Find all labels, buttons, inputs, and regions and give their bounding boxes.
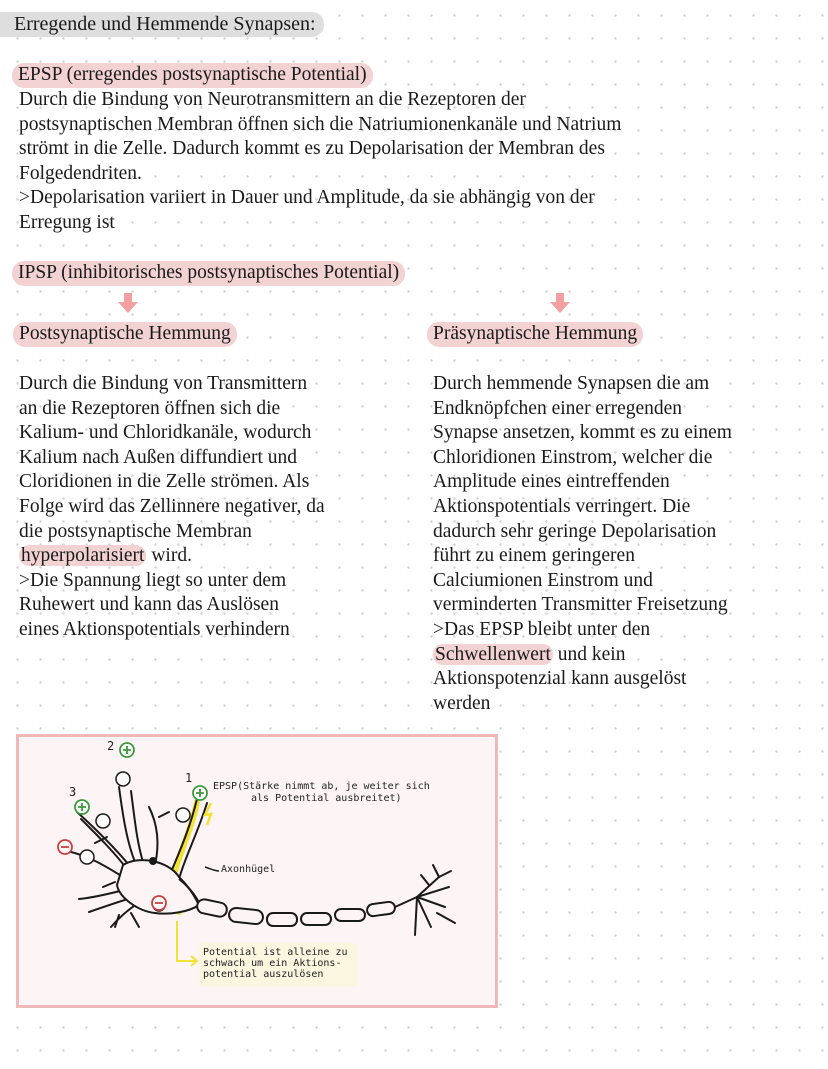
epsp-line: >Depolarisation variiert in Dauer und Amplitude, da sie abhängig von der bbox=[19, 187, 595, 209]
epsp-line: postsynaptischen Membran öffnen sich die Natriumionenkanäle und Natrium bbox=[19, 113, 622, 135]
post-line: Cloridionen in die Zelle strömen. Als bbox=[19, 471, 310, 493]
note-line: Potential ist alleine zu bbox=[203, 947, 348, 958]
epsp-line: strömt in die Zelle. Dadurch kommt es zu Depolarisation der Membran des bbox=[19, 138, 605, 160]
pre-line: werden bbox=[433, 692, 491, 714]
pre-text bbox=[433, 372, 732, 716]
pre-line bbox=[433, 643, 732, 668]
pre-line: Endknöpfchen einer erregenden bbox=[433, 397, 683, 419]
pre-line-rest: und kein bbox=[552, 643, 626, 665]
down-arrow-icon bbox=[549, 292, 571, 314]
post-line: eines Aktionspotentials verhindern bbox=[19, 618, 290, 640]
pre-line: Aktionspotentials verringert. Die bbox=[433, 495, 691, 517]
pre-line: Durch hemmende Synapsen die am bbox=[433, 373, 710, 394]
hyperpolarisiert-highlight: hyperpolarisiert bbox=[21, 545, 145, 567]
epsp-text bbox=[19, 88, 621, 236]
epsp-annotation-line: als Potential ausbreitet) bbox=[251, 793, 402, 804]
note-line: potential auszulösen bbox=[203, 969, 324, 980]
epsp-heading: EPSP (erregendes postsynaptische Potential) bbox=[12, 63, 373, 88]
post-line: Kalium- und Chloridkanäle, wodurch bbox=[19, 422, 312, 444]
synapse-number-1: 1 bbox=[185, 771, 193, 785]
pre-line: Chloridionen Einstrom, welcher die bbox=[433, 446, 713, 468]
pre-line: Aktionspotenzial kann ausgelöst bbox=[433, 668, 687, 690]
ipsp-heading: IPSP (inhibitorisches postsynaptisches Potential) bbox=[12, 261, 405, 286]
post-line: Ruhewert und kann das Auslösen bbox=[19, 594, 279, 616]
post-line: Kalium nach Außen diffundiert und bbox=[19, 446, 297, 468]
pre-line: Amplitude eines eintreffenden bbox=[433, 471, 670, 493]
synapse-number-2: 2 bbox=[107, 739, 115, 753]
post-heading: Postsynaptische Hemmung bbox=[13, 322, 237, 347]
pre-line: Calciumionen Einstrom und bbox=[433, 569, 653, 591]
schwellenwert-highlight: Schwellenwert bbox=[435, 643, 551, 665]
post-text bbox=[19, 372, 325, 643]
epsp-line: Erregung ist bbox=[19, 211, 115, 233]
post-line: an die Rezeptoren öffnen sich die bbox=[19, 397, 281, 419]
pre-line: >Das EPSP bleibt unter den bbox=[433, 618, 651, 640]
neuron-diagram bbox=[16, 734, 498, 1008]
post-line bbox=[19, 544, 325, 569]
pre-line: führt zu einem geringeren bbox=[433, 545, 635, 567]
epsp-line: Folgedendriten. bbox=[19, 162, 142, 184]
epsp-annotation-line: EPSP(Stärke nimmt ab, je weiter sich bbox=[213, 781, 430, 792]
post-line: die postsynaptische Membran bbox=[19, 520, 252, 542]
pre-line: dadurch sehr geringe Depolarisation bbox=[433, 520, 717, 542]
post-line-rest: wird. bbox=[146, 545, 192, 567]
post-line: Folge wird das Zellinnere negativer, da bbox=[19, 495, 325, 517]
down-arrow-icon bbox=[117, 292, 139, 314]
synapse-number-3: 3 bbox=[69, 785, 77, 799]
epsp-line: Durch die Bindung von Neurotransmittern an die Rezeptoren der bbox=[19, 89, 526, 110]
post-line: >Die Spannung liegt so unter dem bbox=[19, 569, 287, 591]
pre-line: verminderten Transmitter Freisetzung bbox=[433, 594, 728, 616]
post-line: Durch die Bindung von Transmittern bbox=[19, 373, 308, 394]
note-line: schwach um ein Aktions- bbox=[203, 958, 342, 969]
axon-hillock-label: Axonhügel bbox=[221, 864, 276, 875]
pre-heading: Präsynaptische Hemmung bbox=[427, 322, 643, 347]
pre-line: Synapse ansetzen, kommt es zu einem bbox=[433, 422, 732, 444]
page-title: Erregende und Hemmende Synapsen: bbox=[0, 12, 324, 37]
